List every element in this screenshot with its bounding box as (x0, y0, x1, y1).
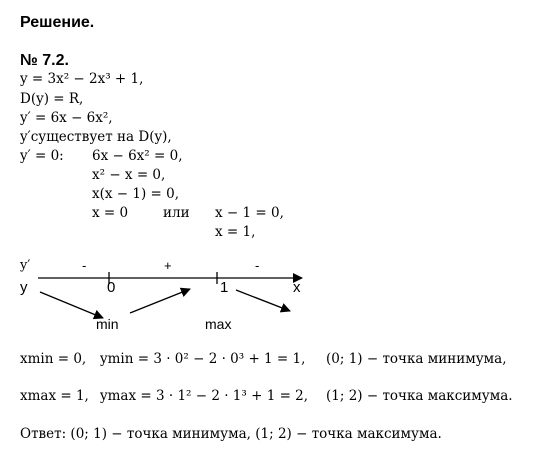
xmax-line: xmax = 1, (20, 388, 89, 404)
function-line: y = 3x² − 2x³ + 1, (20, 71, 144, 87)
equation-1: 6x − 6x² = 0, (92, 148, 183, 164)
minimum-point: (0; 1) − точка минимума, (326, 351, 507, 367)
zero-condition-label: y′ = 0: (20, 148, 64, 164)
decreasing-arrow-1 (40, 292, 103, 318)
maximum-point: (1; 2) − точка максимума. (326, 388, 513, 404)
increasing-arrow (130, 289, 190, 313)
equation-4: x − 1 = 0, (215, 205, 284, 221)
sign-left: - (82, 258, 87, 273)
equation-3: x(x − 1) = 0, (92, 186, 180, 202)
sign-right: - (255, 258, 260, 273)
ymin-line: ymin = 3 · 0² − 2 · 0³ + 1 = 1, (100, 351, 306, 367)
min-label: min (96, 316, 119, 332)
or-word: или (163, 205, 190, 221)
point-0-label: 0 (107, 279, 116, 296)
max-label: max (205, 316, 232, 332)
decreasing-arrow-2 (236, 290, 290, 311)
point-1-label: 1 (220, 279, 229, 296)
xmin-line: xmin = 0, (20, 351, 87, 367)
derivative-exists-line: y′существует на D(y), (20, 129, 172, 145)
y-label: y (20, 279, 28, 296)
root-2: x = 1, (215, 224, 256, 240)
ymax-line: ymax = 3 · 1² − 2 · 1³ + 1 = 2, (100, 388, 309, 404)
sign-middle: + (164, 258, 172, 273)
solution-heading: Решение. (20, 14, 95, 31)
problem-number: № 7.2. (20, 52, 69, 69)
domain-line: D(y) = R, (20, 91, 84, 107)
answer-line: Ответ: (0; 1) − точка минимума, (1; 2) − точка максимума. (20, 426, 442, 442)
root-1: x = 0 (92, 205, 129, 221)
y-prime-label: y′ (20, 258, 31, 273)
derivative-line: y′ = 6x − 6x², (20, 110, 113, 126)
equation-2: x² − x = 0, (92, 167, 166, 183)
x-axis-label: x (293, 279, 301, 296)
